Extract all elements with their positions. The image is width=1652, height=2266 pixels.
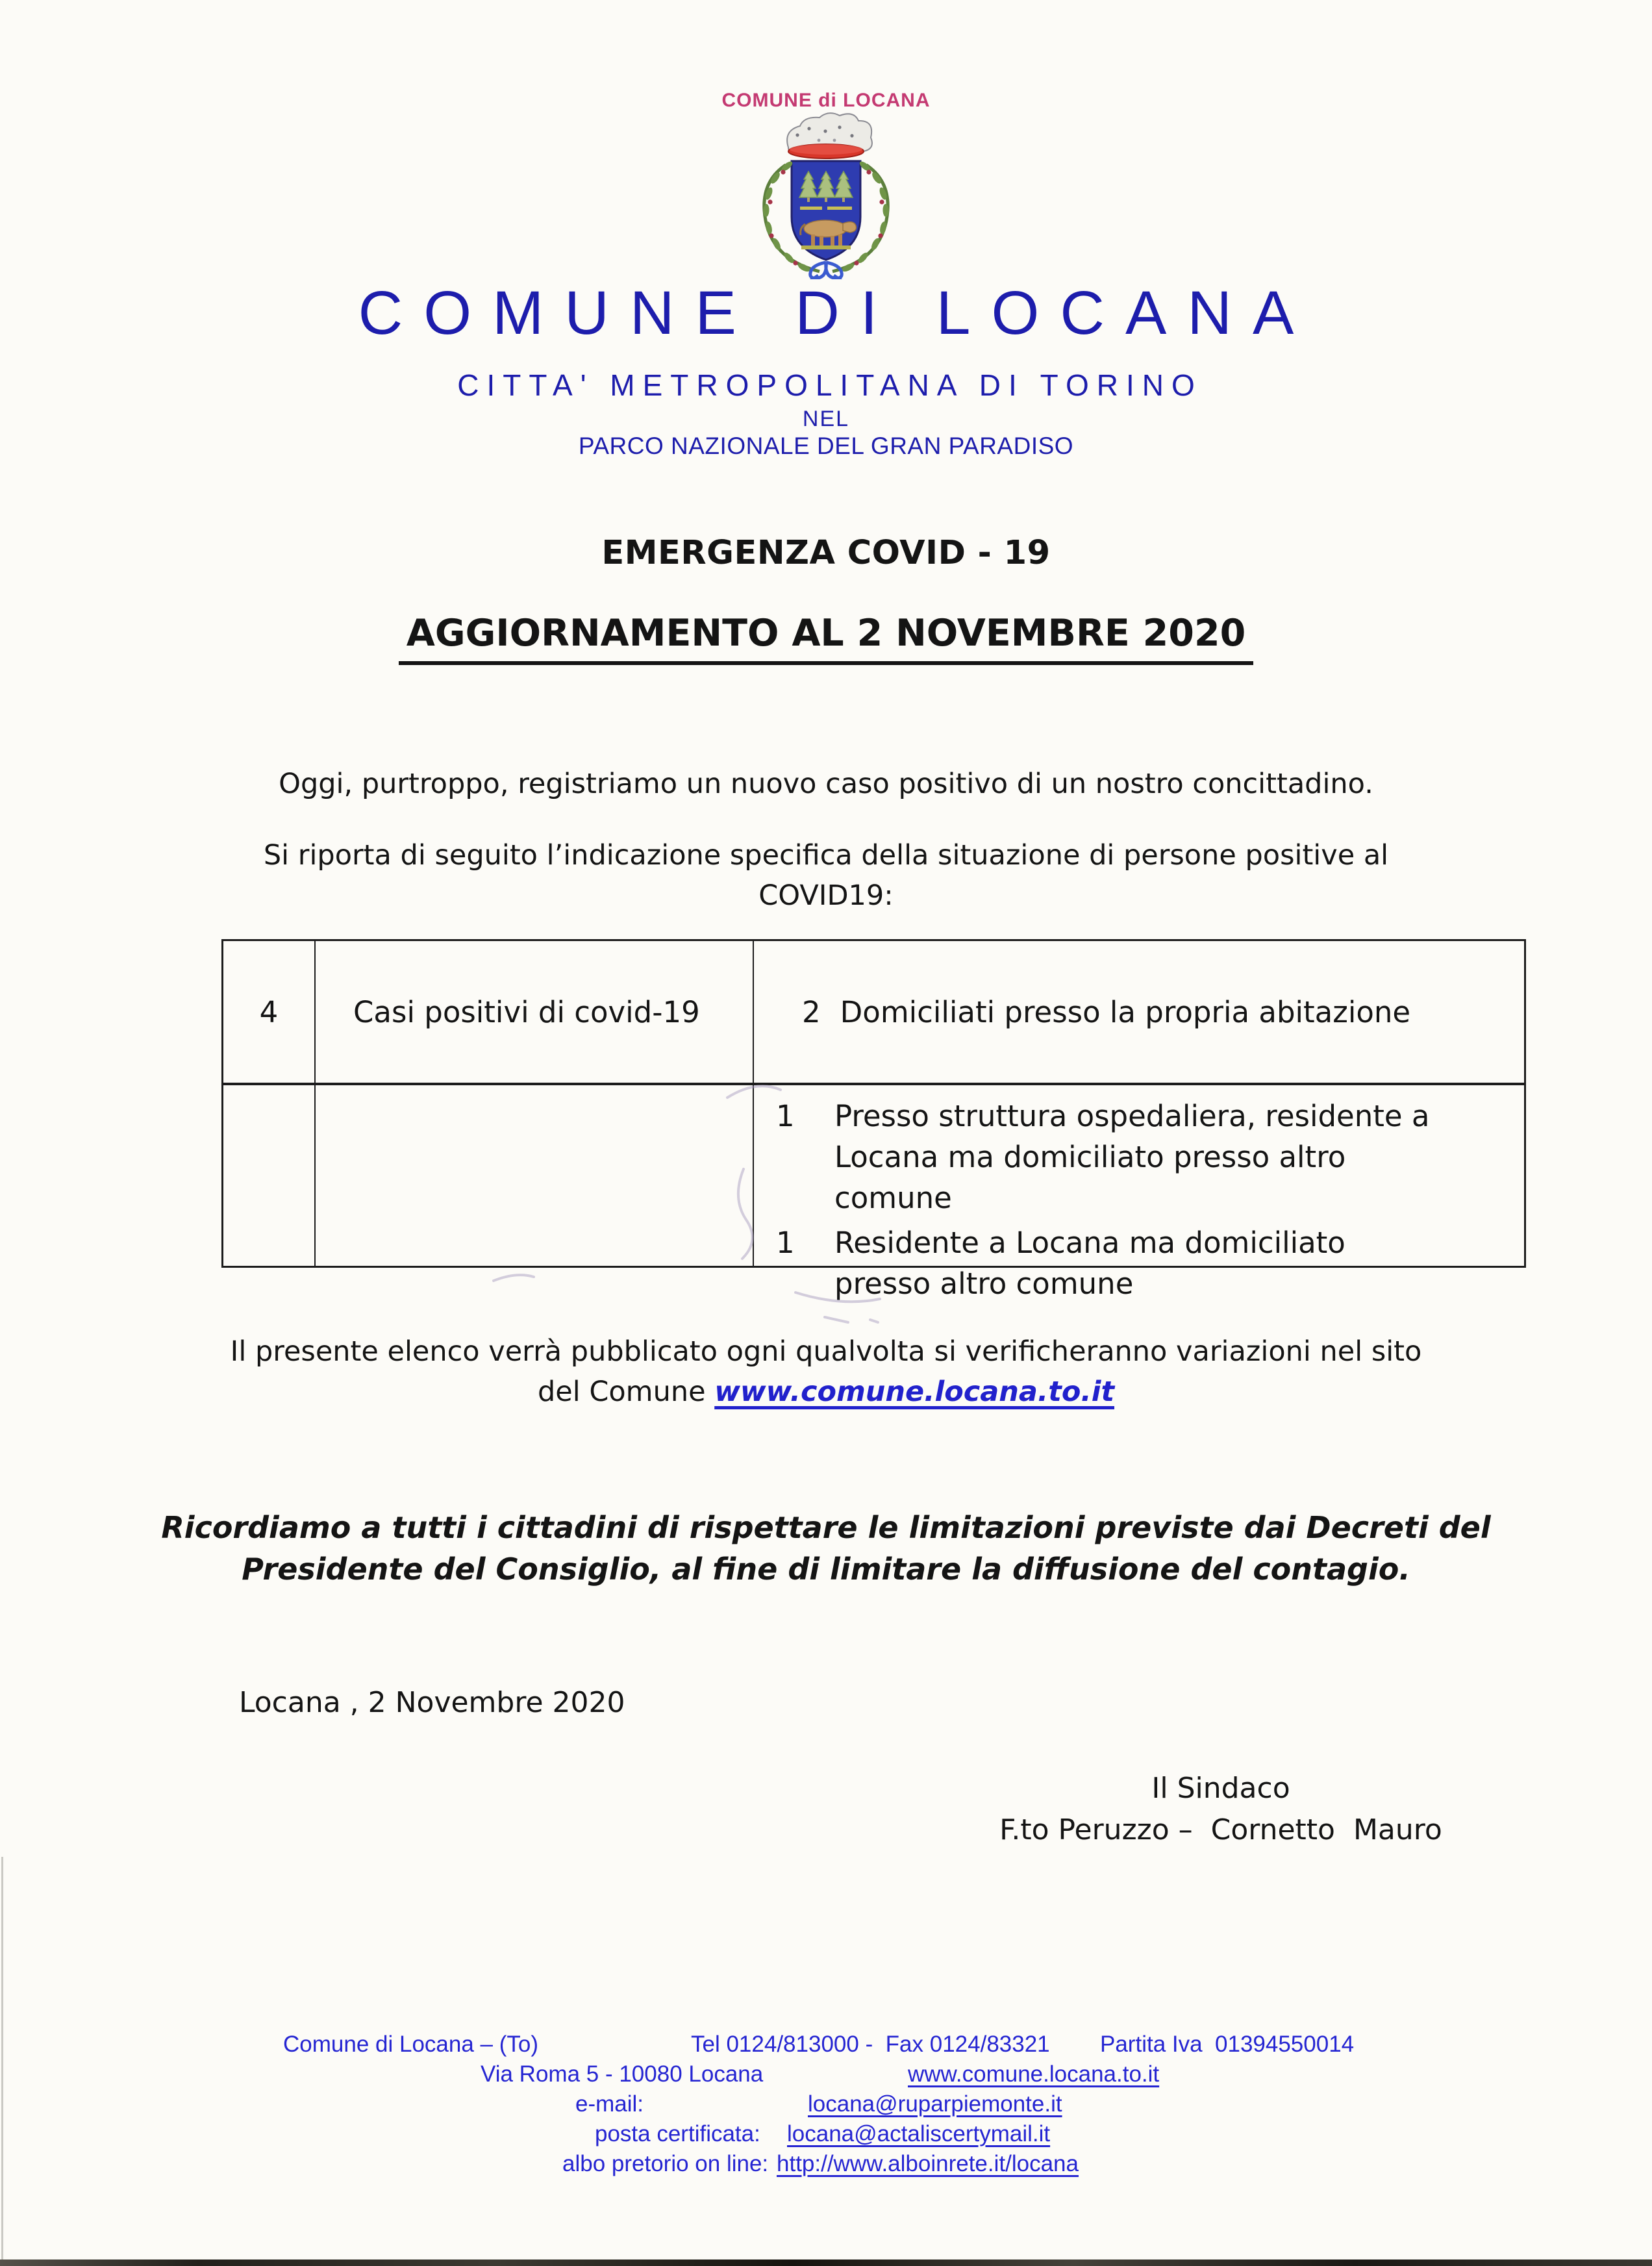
total-cases-cell: 4 [259, 994, 279, 1029]
detail-other-cell [753, 1083, 1524, 1301]
footer-albo-label: albo pretorio on line: [562, 2151, 769, 2176]
footer-line-2 [0, 2061, 1652, 2090]
crest-ground [801, 245, 851, 249]
footer-albo-link[interactable]: http://www.alboinrete.it/locana [777, 2151, 1079, 2176]
paragraph-reminder: Ricordiamo a tutti i cittadini di rispettare le limitazioni previste dai Decreti del Presidente del Consiglio, al fine di limitare la diffusione del contagio. [161, 1510, 1491, 1587]
detail-hospital-item [776, 1096, 1506, 1218]
footer-line-5 [0, 2151, 1652, 2180]
paragraph-publication-line2-prefix: del Comune [537, 1376, 715, 1408]
footer-line-1 [0, 2032, 1652, 2060]
footer-vat: Partita Iva 01394550014 [1100, 2032, 1355, 2057]
cases-label-cell: Casi positivi di covid-19 [314, 941, 753, 1083]
update-heading [0, 612, 1652, 665]
metropolitan-city-subtitle: CITTA' METROPOLITANA DI TORINO [457, 368, 1203, 402]
footer-line-3 [0, 2091, 1652, 2120]
emergency-heading: EMERGENZA COVID - 19 [601, 534, 1051, 572]
footer-pec-link[interactable]: locana@actaliscertymail.it [787, 2121, 1051, 2146]
paragraph-situation-line1: Si riporta di seguito l’indicazione specifica della situazione di persone positive al [263, 839, 1389, 872]
detail-home-text: Domiciliati presso la propria abitazione [840, 994, 1411, 1029]
detail-home-cell [753, 941, 1524, 1083]
scan-bottom-edge [0, 2260, 1652, 2266]
footer-org: Comune di Locana – (To) [283, 2032, 538, 2057]
crest-caption: COMUNE di LOCANA [721, 90, 931, 111]
covid-cases-table [221, 939, 1526, 1301]
footer-email-link[interactable]: locana@ruparpiemonte.it [808, 2091, 1062, 2117]
signature-role: Il Sindaco [1151, 1772, 1290, 1805]
paragraph-situation-line2: COVID19: [758, 879, 894, 912]
detail-resident-text: Residente a Locana ma domiciliato presso altro comune [834, 1226, 1345, 1301]
municipality-title: COMUNE DI LOCANA [358, 279, 1315, 347]
footer-tel-fax: Tel 0124/813000 - Fax 0124/83321 [691, 2032, 1050, 2057]
subtitle-park: PARCO NAZIONALE DEL GRAN PARADISO [578, 433, 1074, 459]
update-heading-text: AGGIORNAMENTO AL 2 NOVEMBRE 2020 [399, 612, 1254, 665]
footer-address: Via Roma 5 - 10080 Locana [481, 2061, 764, 2087]
comune-website-link[interactable]: www.comune.locana.to.it [714, 1376, 1114, 1408]
footer-pec-label: posta certificata: [595, 2121, 760, 2146]
detail-resident-item [776, 1222, 1506, 1304]
municipal-crest-icon [729, 112, 923, 279]
table-empty-cell [223, 1083, 314, 1266]
crest-crown [787, 113, 872, 158]
footer-website-link[interactable]: www.comune.locana.to.it [908, 2061, 1160, 2087]
paragraph-new-case: Oggi, purtroppo, registriamo un nuovo caso positivo di un nostro concittadino. [279, 768, 1373, 800]
scan-left-edge [1, 1857, 3, 2260]
table-empty-cell [314, 1083, 753, 1266]
detail-resident-count: 1 [776, 1226, 795, 1260]
paragraph-situation-intro [0, 835, 1652, 916]
crest-trees [799, 171, 853, 202]
signature-block [929, 1768, 1513, 1851]
detail-hospital-text: Presso struttura ospedaliera, residente a Locana ma domiciliato presso altro comune [834, 1099, 1430, 1215]
subtitle-nel: NEL [802, 407, 850, 431]
detail-hospital-count: 1 [776, 1099, 795, 1133]
signature-name: F.to Peruzzo – Cornetto Mauro [999, 1813, 1442, 1846]
paragraph-publication [0, 1331, 1652, 1412]
footer-email-label: e-mail: [575, 2091, 644, 2117]
date-line: Locana , 2 Novembre 2020 [239, 1686, 625, 1719]
paragraph-publication-line1: Il presente elenco verrà pubblicato ogni qualvolta si verificheranno variazioni nel sito [230, 1335, 1422, 1368]
footer-line-4 [0, 2121, 1652, 2150]
detail-home-count: 2 [802, 994, 821, 1029]
